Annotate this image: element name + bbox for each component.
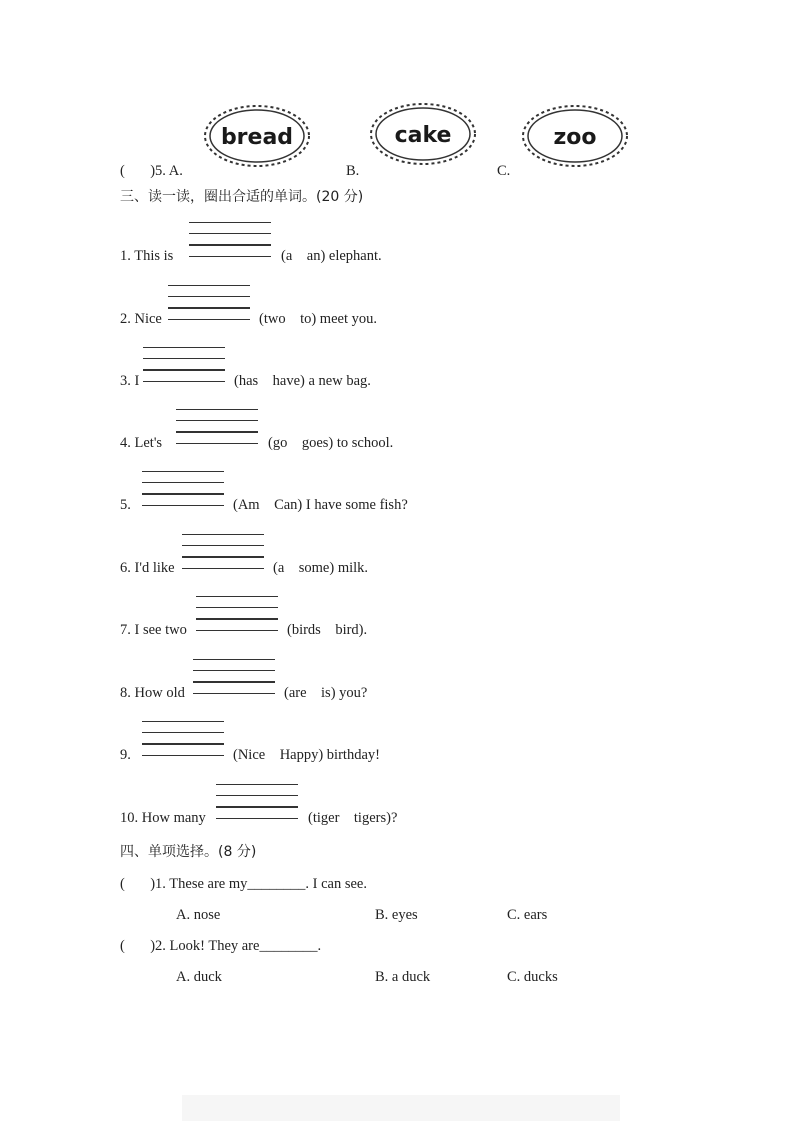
item-8-prefix: 8. How old bbox=[120, 685, 185, 701]
item-5-choices: (Am Can) I have some fish? bbox=[233, 497, 408, 513]
item-7-prefix: 7. I see two bbox=[120, 622, 187, 638]
mc-question-1-option-b: B. eyes bbox=[375, 907, 418, 923]
section-3-title: 三、读一读，圈出合适的单词。(20 分) bbox=[120, 189, 364, 205]
mc-question-1-stem: ( )1. These are my________. I can see. bbox=[120, 876, 367, 892]
item-3-choices: (has have) a new bag. bbox=[234, 373, 371, 389]
item-8-choices: (are is) you? bbox=[284, 685, 368, 701]
badge-word-cake: cake bbox=[394, 123, 452, 148]
mc-question-2-stem: ( )2. Look! They are________. bbox=[120, 938, 322, 954]
writing-lines-1 bbox=[189, 222, 271, 260]
mc-question-2-option-c: C. ducks bbox=[507, 969, 558, 985]
mc-question-1-option-c: C. ears bbox=[507, 907, 548, 923]
item-6-choices: (a some) milk. bbox=[273, 560, 369, 576]
item-9-prefix: 9. bbox=[120, 747, 131, 763]
item-6-prefix: 6. I'd like bbox=[120, 560, 175, 576]
mc-question-2-option-b: B. a duck bbox=[375, 969, 431, 985]
writing-lines-2 bbox=[168, 285, 250, 323]
writing-lines-9 bbox=[142, 721, 224, 759]
badge-cake bbox=[369, 101, 477, 167]
mc-question-1-option-a: A. nose bbox=[176, 907, 221, 923]
badge-word-bread: bread bbox=[220, 125, 294, 150]
writing-lines-4 bbox=[176, 409, 258, 447]
writing-lines-8 bbox=[193, 659, 275, 697]
badge-zoo bbox=[521, 103, 629, 169]
item-4-prefix: 4. Let's bbox=[120, 435, 163, 451]
section-4-title: 四、单项选择。(8 分) bbox=[120, 844, 257, 860]
item-5-prefix: 5. bbox=[120, 497, 131, 513]
footer-strip bbox=[182, 1095, 620, 1121]
item-2-choices: (two to) meet you. bbox=[259, 311, 377, 327]
q5-label-b: B. bbox=[346, 163, 360, 179]
item-7-choices: (birds bird). bbox=[287, 622, 368, 638]
item-2-prefix: 2. Nice bbox=[120, 311, 162, 327]
q5-label-c: C. bbox=[497, 163, 511, 179]
writing-lines-3 bbox=[143, 347, 225, 385]
mc-question-2-option-a: A. duck bbox=[176, 969, 222, 985]
item-1-choices: (a an) elephant. bbox=[281, 248, 382, 264]
writing-lines-7 bbox=[196, 596, 278, 634]
item-10-prefix: 10. How many bbox=[120, 810, 206, 826]
item-3-prefix: 3. I bbox=[120, 373, 140, 389]
writing-lines-10 bbox=[216, 784, 298, 822]
q5-stem: ( )5. A. bbox=[120, 163, 183, 179]
item-4-choices: (go goes) to school. bbox=[268, 435, 394, 451]
badge-word-zoo: zoo bbox=[553, 125, 597, 150]
item-10-choices: (tiger tigers)? bbox=[308, 810, 398, 826]
badge-bread bbox=[203, 103, 311, 169]
item-1-prefix: 1. This is bbox=[120, 248, 174, 264]
item-9-choices: (Nice Happy) birthday! bbox=[233, 747, 380, 763]
writing-lines-5 bbox=[142, 471, 224, 509]
writing-lines-6 bbox=[182, 534, 264, 572]
